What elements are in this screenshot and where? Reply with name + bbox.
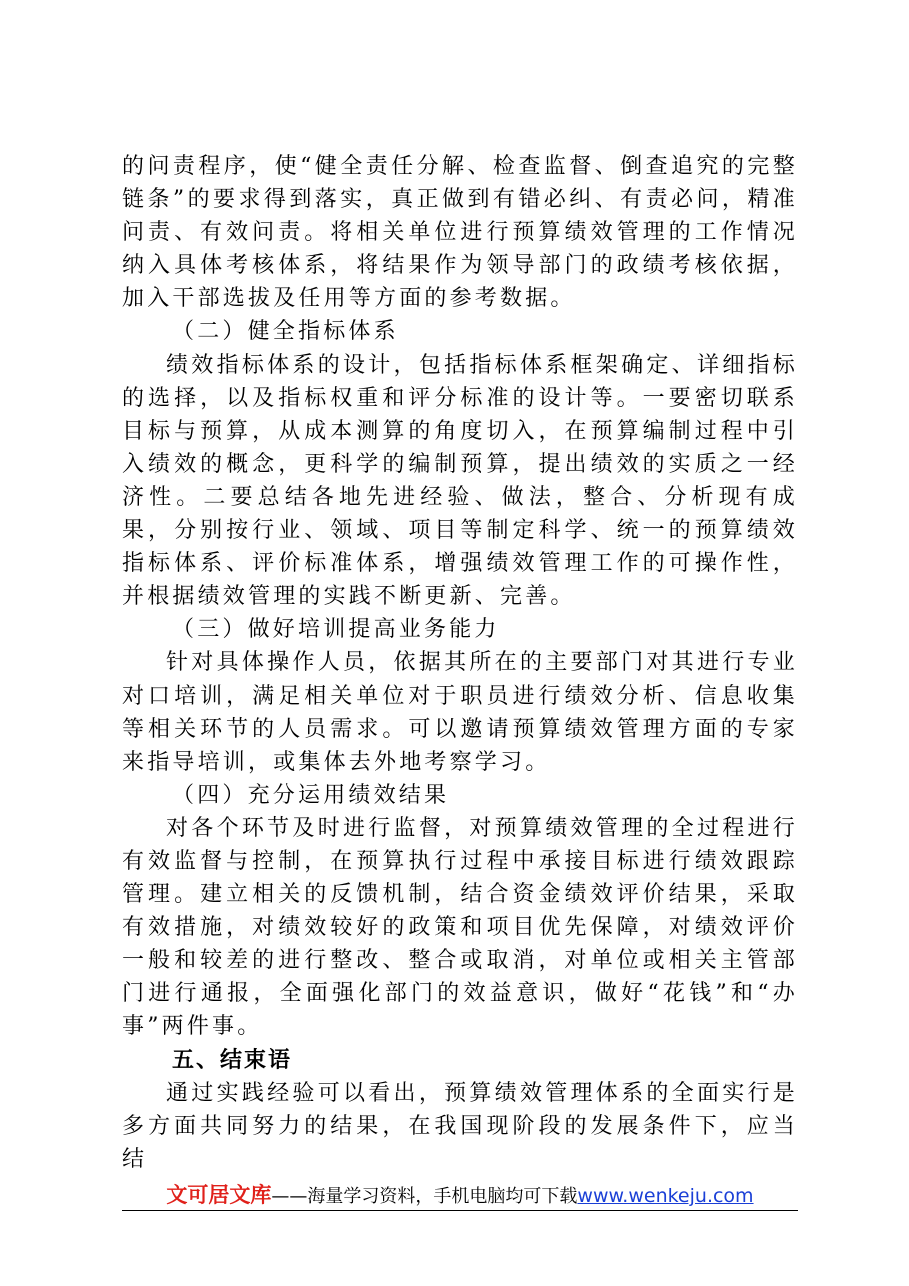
document-body bbox=[122, 150, 798, 1176]
subheading-training: （三）做好培训提高业务能力 bbox=[172, 617, 500, 643]
paragraph-accountability: 的问责程序，使“健全责任分解、检查监督、倒查追究的完整链条”的要求得到落实，真正做到有错必纠、有责必问，精准问责、有效问责。将相关单位进行预算绩效管理的工作情况纳入具体考核体系，将结果作为领导部门的政绩考核依据，加入干部选拔及任用等方面的参考数据。 bbox=[122, 154, 798, 312]
footer-divider bbox=[122, 1210, 798, 1211]
paragraph-training: 针对具体操作人员，依据其所在的主要部门对其进行专业对口培训，满足相关单位对于职员进行绩效分析、信息收集等相关环节的人员需求。可以邀请预算绩效管理方面的专家来指导培训，或集体去外地考察学习。 bbox=[122, 650, 798, 775]
section-heading-conclusion: 五、结束语 bbox=[172, 1047, 293, 1073]
paragraph-conclusion: 通过实践经验可以看出，预算绩效管理体系的全面实行是多方面共同努力的结果，在我国现阶段的发展条件下，应当结 bbox=[122, 1080, 798, 1172]
paragraph-use-results: 对各个环节及时进行监督，对预算绩效管理的全过程进行有效监督与控制，在预算执行过程中承接目标进行绩效跟踪管理。建立相关的反馈机制，结合资金绩效评价结果，采取有效措施，对绩效较好的政策和项目优先保障，对绩效评价一般和较差的进行整改、整合或取消，对单位或相关主管部门进行通报，全面强化部门的效益意识，做好“花钱”和“办事”两件事。 bbox=[122, 815, 798, 1040]
subheading-use-results: （四）充分运用绩效结果 bbox=[172, 782, 450, 808]
paragraph-indicator-system: 绩效指标体系的设计，包括指标体系框架确定、详细指标的选择，以及指标权重和评分标准的设计等。一要密切联系目标与预算，从成本测算的角度切入，在预算编制过程中引入绩效的概念，更科学的编制预算，提出绩效的实质之一经济性。二要总结各地先进经验、做法，整合、分析现有成果，分别按行业、领域、项目等制定科学、统一的预算绩效指标体系、评价标准体系，增强绩效管理工作的可操作性，并根据绩效管理的实践不断更新、完善。 bbox=[122, 352, 798, 610]
subheading-indicator-system: （二）健全指标体系 bbox=[172, 319, 399, 345]
page-footer bbox=[122, 1180, 798, 1210]
footer-tagline: ——海量学习资料，手机电脑均可下载 bbox=[271, 1186, 578, 1207]
footer-brand: 文可居文库 bbox=[166, 1183, 272, 1207]
footer-website-link[interactable]: www.wenkeju.com bbox=[577, 1185, 754, 1207]
